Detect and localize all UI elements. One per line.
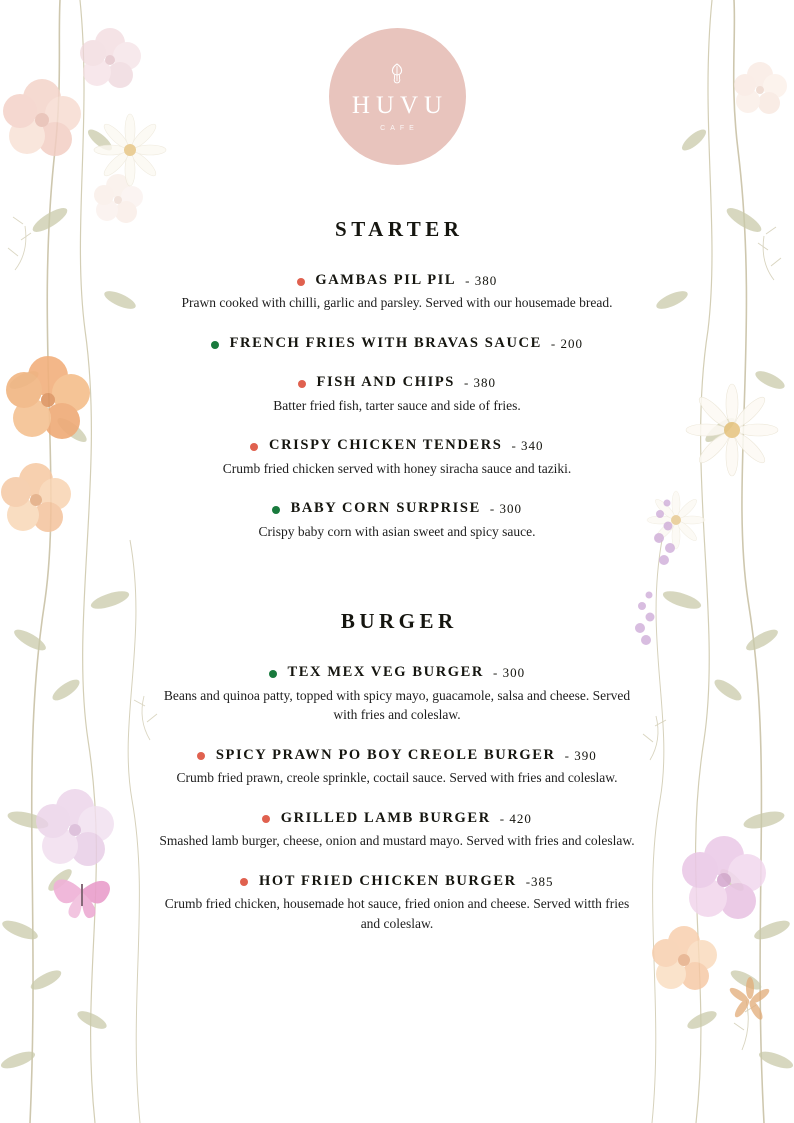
menu-item-name: GAMBAS PIL PIL bbox=[315, 272, 457, 288]
menu-item-price: - 390 bbox=[564, 747, 597, 763]
menu-section-starter bbox=[150, 217, 644, 541]
menu-item-price: - 300 bbox=[493, 665, 526, 681]
menu-item-name: TEX MEX VEG BURGER bbox=[287, 664, 484, 681]
nonveg-dot-icon bbox=[262, 815, 270, 823]
menu-item bbox=[150, 873, 644, 934]
veg-dot-icon bbox=[211, 341, 219, 349]
nonveg-dot-icon bbox=[250, 443, 258, 451]
menu-item-head bbox=[150, 873, 644, 890]
veg-dot-icon bbox=[269, 670, 277, 678]
menu-item-head bbox=[150, 437, 644, 454]
menu-item-name: HOT FRIED CHICKEN BURGER bbox=[259, 872, 517, 889]
menu-item-description: Crumb fried chicken served with honey siracha sauce and taziki. bbox=[222, 460, 572, 476]
menu-item-description: Beans and quinoa patty, topped with spicy mayo, guacamole, salsa and cheese. Served with fries and coleslaw. bbox=[163, 687, 631, 723]
menu-item-name: FISH AND CHIPS bbox=[316, 374, 455, 391]
menu-item-head bbox=[150, 374, 644, 391]
nonveg-dot-icon bbox=[197, 752, 205, 760]
menu-item-description: Prawn cooked with chilli, garlic and parsley. Served with our housemade bread. bbox=[181, 295, 613, 311]
menu-item-name: GRILLED LAMB BURGER bbox=[280, 809, 491, 826]
nonveg-dot-icon bbox=[240, 878, 248, 886]
menu-item-price: - 300 bbox=[489, 501, 522, 517]
menu-item-name: SPICY PRAWN PO BOY CREOLE BURGER bbox=[215, 746, 556, 763]
menu-item-description: Crumb fried chicken, housemade hot sauce, fried onion and cheese. Served witth fries and coleslaw. bbox=[164, 896, 630, 931]
menu-item-head bbox=[150, 500, 644, 517]
nonveg-dot-icon bbox=[297, 278, 305, 286]
brand-subtitle: CAFE bbox=[380, 125, 419, 132]
menu-item-description: Batter fried fish, tarter sauce and side of fries. bbox=[273, 397, 521, 413]
menu-item bbox=[150, 437, 644, 478]
menu-item-name: BABY CORN SURPRISE bbox=[290, 500, 481, 517]
logo-circle bbox=[329, 28, 466, 165]
menu-item-price: - 420 bbox=[499, 810, 532, 826]
menu-item-head bbox=[150, 810, 644, 827]
menu-item-description: Crispy baby corn with asian sweet and spicy sauce. bbox=[258, 523, 536, 539]
menu-item-name: CRISPY CHICKEN TENDERS bbox=[269, 437, 503, 454]
menu-item bbox=[150, 747, 644, 788]
brand-logo bbox=[150, 0, 644, 165]
brand-name: HUVU bbox=[351, 92, 449, 119]
menu-item bbox=[150, 374, 644, 415]
veg-dot-icon bbox=[272, 506, 280, 514]
menu-item bbox=[150, 335, 644, 352]
section-title: STARTER bbox=[335, 217, 464, 241]
menu-item-price: - 380 bbox=[465, 272, 498, 288]
menu-item-head bbox=[150, 272, 644, 289]
menu-item-name: FRENCH FRIES WITH BRAVAS SAUCE bbox=[229, 334, 542, 351]
menu-item bbox=[150, 500, 644, 541]
menu-item-price: - 200 bbox=[550, 335, 583, 351]
menu-section-burger bbox=[150, 609, 644, 933]
tulip-icon bbox=[387, 61, 407, 87]
menu-item bbox=[150, 664, 644, 725]
section-title: BURGER bbox=[340, 609, 458, 634]
nonveg-dot-icon bbox=[298, 380, 306, 388]
menu-item bbox=[150, 272, 644, 313]
menu-item-head bbox=[150, 664, 644, 681]
menu-item-price: -385 bbox=[525, 873, 554, 889]
menu-item-head bbox=[150, 335, 644, 352]
menu-item-description: Smashed lamb burger, cheese, onion and mustard mayo. Served with fries and coleslaw. bbox=[159, 833, 635, 849]
menu-item-head bbox=[150, 747, 644, 764]
menu-item-price: - 380 bbox=[463, 375, 497, 391]
menu-item-description: Crumb fried prawn, creole sprinkle, coctail sauce. Served with fries and coleslaw. bbox=[176, 770, 618, 786]
menu-item-price: - 340 bbox=[511, 438, 544, 454]
menu-item bbox=[150, 810, 644, 851]
